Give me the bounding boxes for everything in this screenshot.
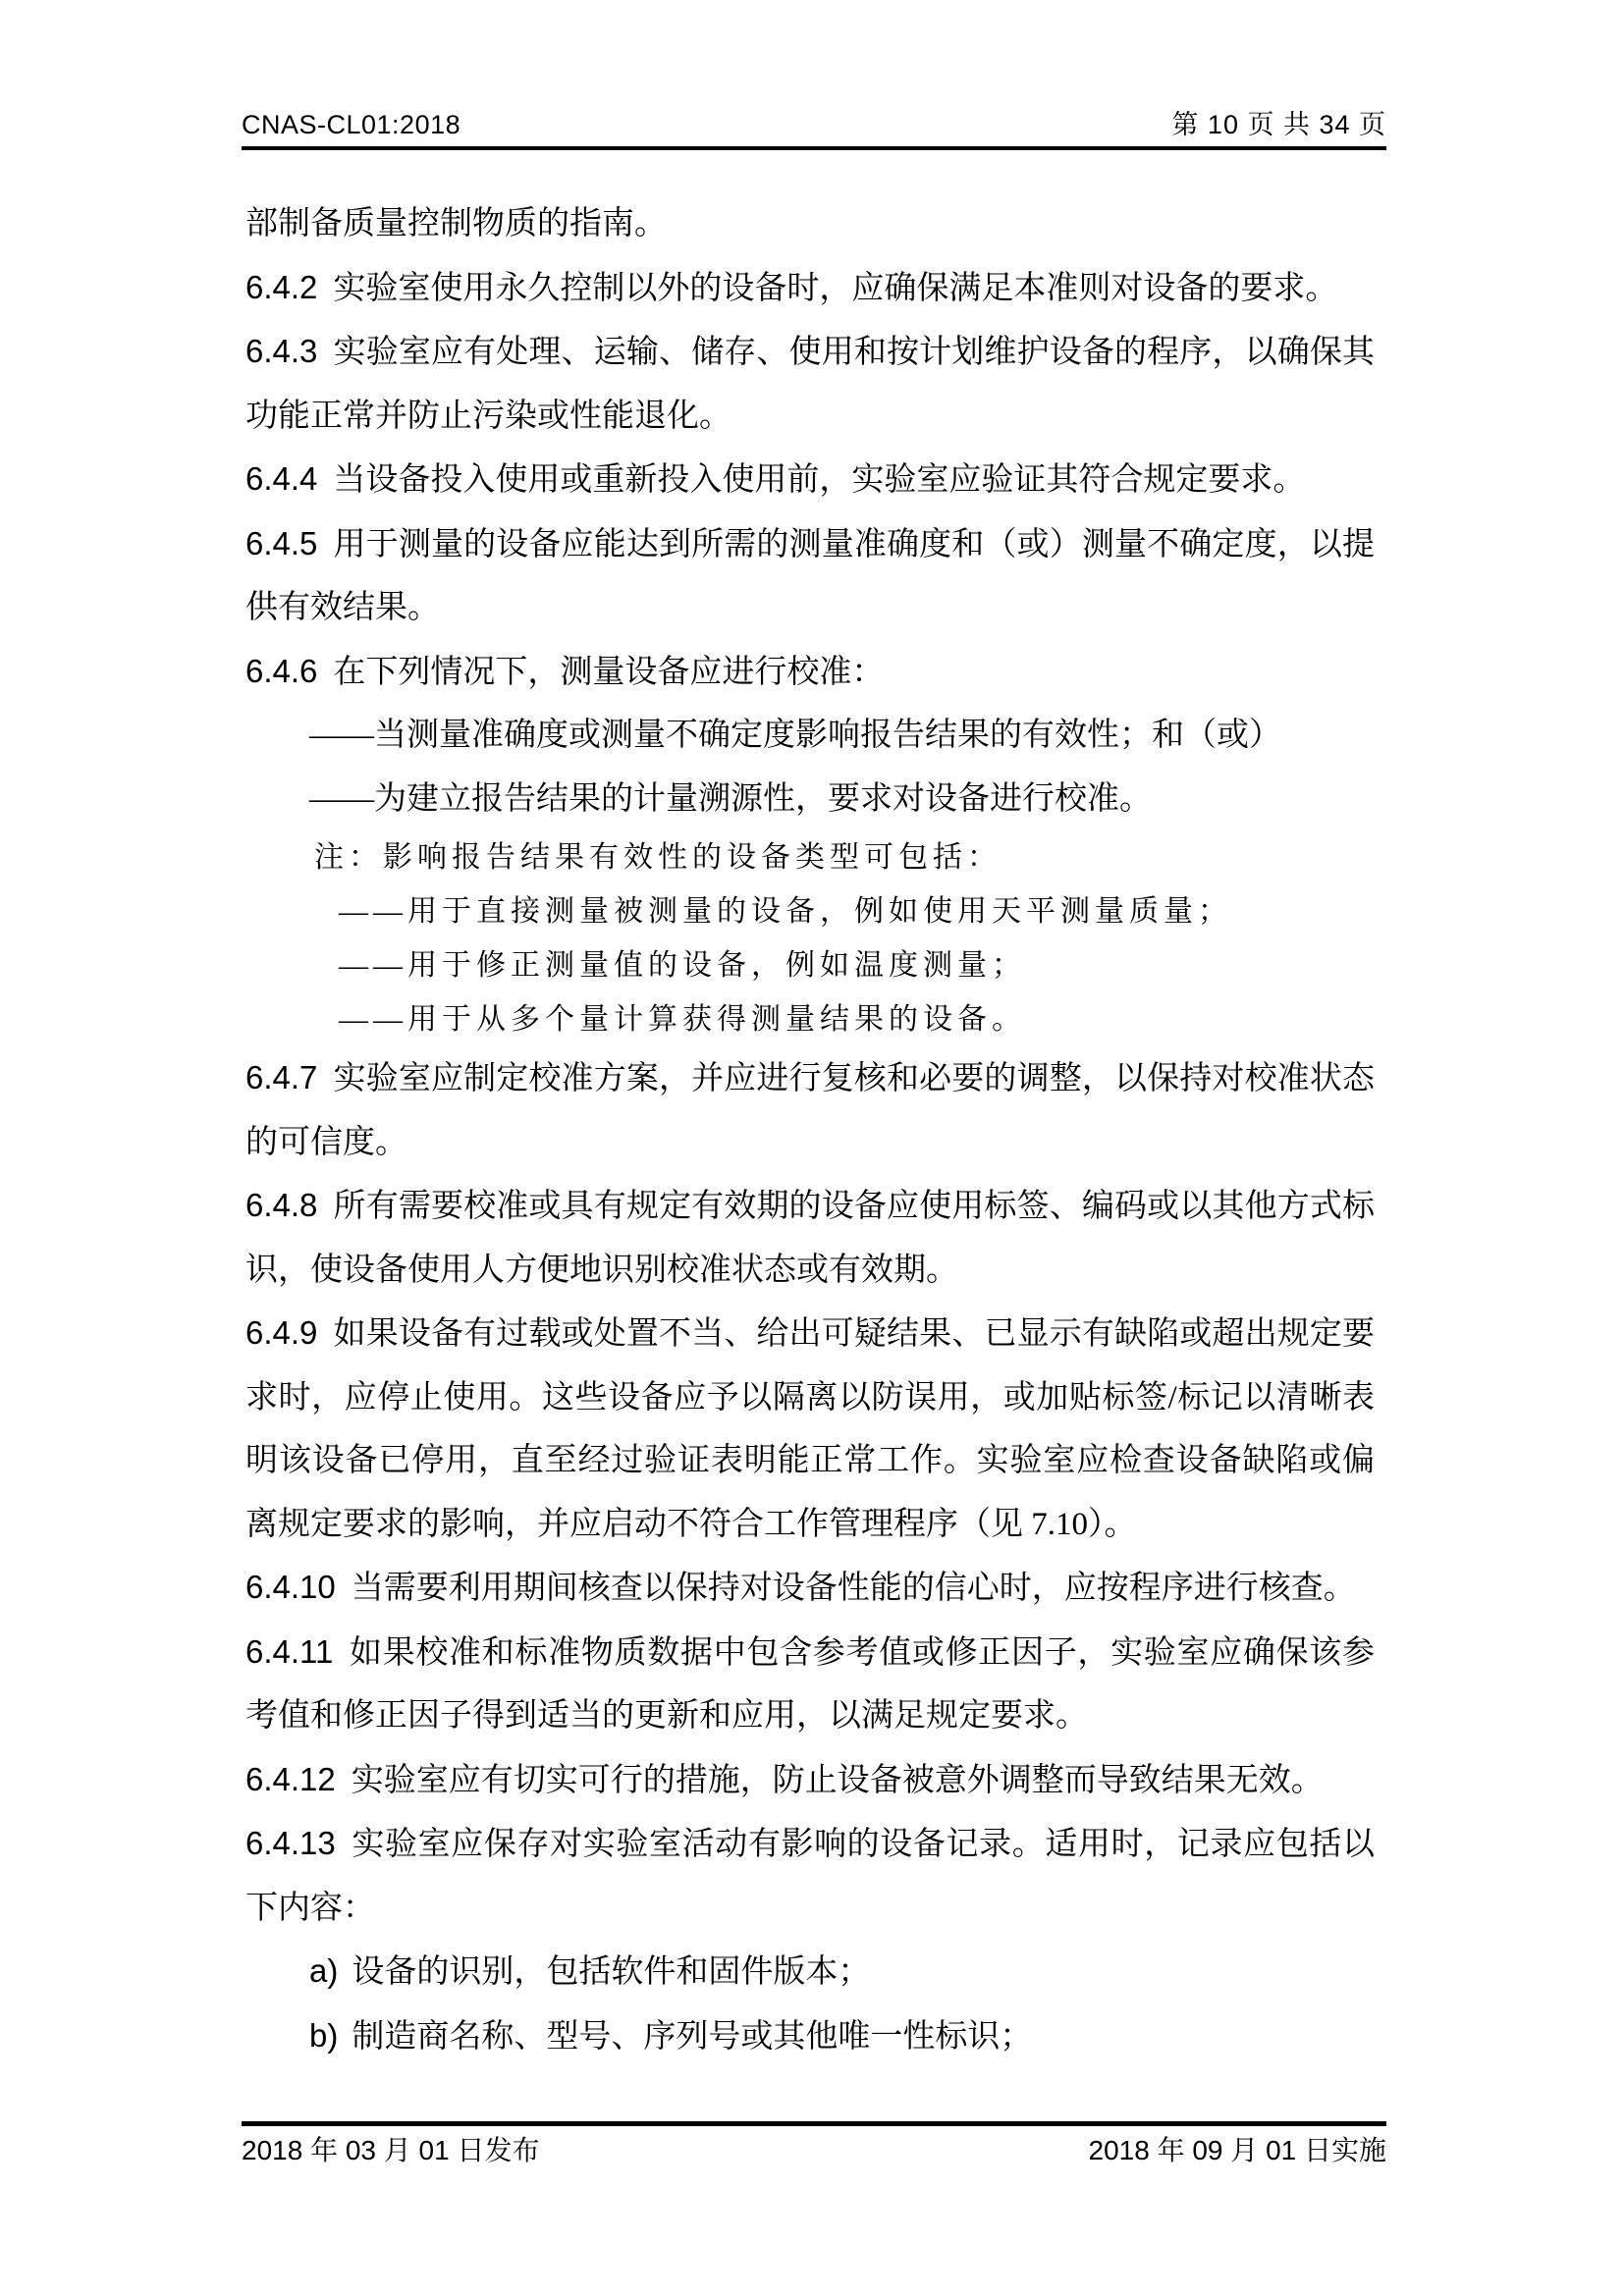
dash-item: [245, 704, 1375, 768]
clause-number: 6.4.10: [245, 1569, 336, 1605]
paragraph-continuation: [245, 192, 1375, 256]
clause-number: 6.4.4: [245, 460, 318, 497]
clause-text: 实验室应有处理、运输、储存、使用和按计划维护设备的程序，以确保其功能正常并防止污染或性能退化。: [245, 335, 1375, 434]
clause-text: 实验室应有切实可行的措施，防止设备被意外调整而导致结果无效。: [351, 1762, 1324, 1798]
list-item-marker: a): [309, 1952, 339, 1989]
note-dash-item: [245, 992, 1375, 1046]
note-dash-item: [245, 884, 1375, 938]
clause-6-4-7: [245, 1046, 1375, 1174]
clause-number: 6.4.3: [245, 333, 318, 369]
note-dash-text: ——用于修正测量值的设备，例如温度测量；: [339, 949, 1026, 982]
clause-6-4-3: [245, 320, 1375, 448]
clause-6-4-8: [245, 1174, 1375, 1302]
dash-item-text: ——为建立报告结果的计量溯源性，要求对设备进行校准。: [309, 780, 1152, 817]
clause-number: 6.4.6: [245, 652, 318, 689]
clause-6-4-4: [245, 448, 1375, 512]
clause-number: 6.4.9: [245, 1314, 318, 1351]
dash-item-text: ——当测量准确度或测量不确定度影响报告结果的有效性；和（或）: [309, 718, 1281, 753]
page-number-indicator: 第 10 页 共 34 页: [1171, 110, 1386, 139]
list-item-text: 设备的识别，包括软件和固件版本；: [352, 1954, 871, 1990]
document-body: [245, 192, 1375, 2068]
document-code: CNAS-CL01:2018: [242, 110, 461, 139]
clause-text: 当设备投入使用或重新投入使用前，实验室应验证其符合规定要求。: [333, 462, 1306, 498]
clause-6-4-10: [245, 1556, 1375, 1621]
list-item-text: 制造商名称、型号、序列号或其他唯一性标识；: [352, 2018, 1033, 2055]
clause-text: 实验室应保存对实验室活动有影响的设备记录。适用时，记录应包括以下内容：: [245, 1827, 1375, 1926]
clause-number: 6.4.5: [245, 524, 318, 561]
paragraph-text: 部制备质量控制物质的指南。: [245, 206, 667, 241]
clause-text: 当需要利用期间核查以保持对设备性能的信心时，应按程序进行核查。: [351, 1571, 1356, 1606]
dash-item: [245, 768, 1375, 831]
implementation-date: 2018 年 09 月 01 日实施: [1088, 2135, 1386, 2165]
clause-6-4-13: [245, 1812, 1375, 1940]
page-header: [242, 110, 1386, 150]
list-item-b: [245, 2004, 1375, 2069]
clause-number: 6.4.12: [245, 1760, 336, 1797]
clause-text: 如果校准和标准物质数据中包含参考值或修正因子，实验室应确保该参考值和修正因子得到适当的更新和应用，以满足规定要求。: [245, 1634, 1375, 1734]
clause-number: 6.4.11: [245, 1632, 334, 1670]
clause-number: 6.4.2: [245, 268, 318, 305]
clause-number: 6.4.7: [245, 1059, 318, 1095]
note-line: [245, 830, 1375, 884]
clause-6-4-11: [245, 1621, 1375, 1748]
clause-text: 实验室应制定校准方案，并应进行复核和必要的调整，以保持对校准状态的可信度。: [245, 1061, 1375, 1160]
clause-text: 用于测量的设备应能达到所需的测量准确度和（或）测量不确定度，以提供有效结果。: [245, 526, 1375, 625]
list-item-a: [245, 1940, 1375, 2004]
clause-6-4-6: [245, 640, 1375, 705]
clause-number: 6.4.13: [245, 1825, 336, 1861]
issue-date: 2018 年 03 月 01 日发布: [242, 2135, 540, 2165]
clause-text: 所有需要校准或具有规定有效期的设备应使用标签、编码或以其他方式标识，使设备使用人方便地识别校准状态或有效期。: [245, 1189, 1375, 1288]
page-footer: [242, 2121, 1386, 2166]
note-dash-text: ——用于直接测量被测量的设备，例如使用天平测量质量；: [339, 895, 1232, 928]
note-dash-text: ——用于从多个量计算获得测量结果的设备。: [339, 1003, 1026, 1036]
note-text: 注：影响报告结果有效性的设备类型可包括：: [314, 841, 1001, 874]
clause-6-4-9: [245, 1302, 1375, 1556]
clause-6-4-12: [245, 1748, 1375, 1813]
clause-6-4-2: [245, 256, 1375, 321]
clause-6-4-5: [245, 512, 1375, 640]
clause-number: 6.4.8: [245, 1187, 318, 1223]
clause-text: 实验室使用永久控制以外的设备时，应确保满足本准则对设备的要求。: [333, 270, 1338, 306]
list-item-marker: b): [309, 2016, 339, 2054]
clause-text: 在下列情况下，测量设备应进行校准：: [333, 654, 885, 690]
note-dash-item: [245, 938, 1375, 992]
clause-text: 如果设备有过载或处置不当、给出可疑结果、已显示有缺陷或超出规定要求时，应停止使用。这些设备应予以隔离以防误用，或加贴标签/标记以清晰表明该设备已停用，直至经过验证表明能正常工作。实验室应检查设备缺陷或偏离规定要求的影响，并应启动不符合工作管理程序（见 7.10）。: [245, 1316, 1375, 1542]
